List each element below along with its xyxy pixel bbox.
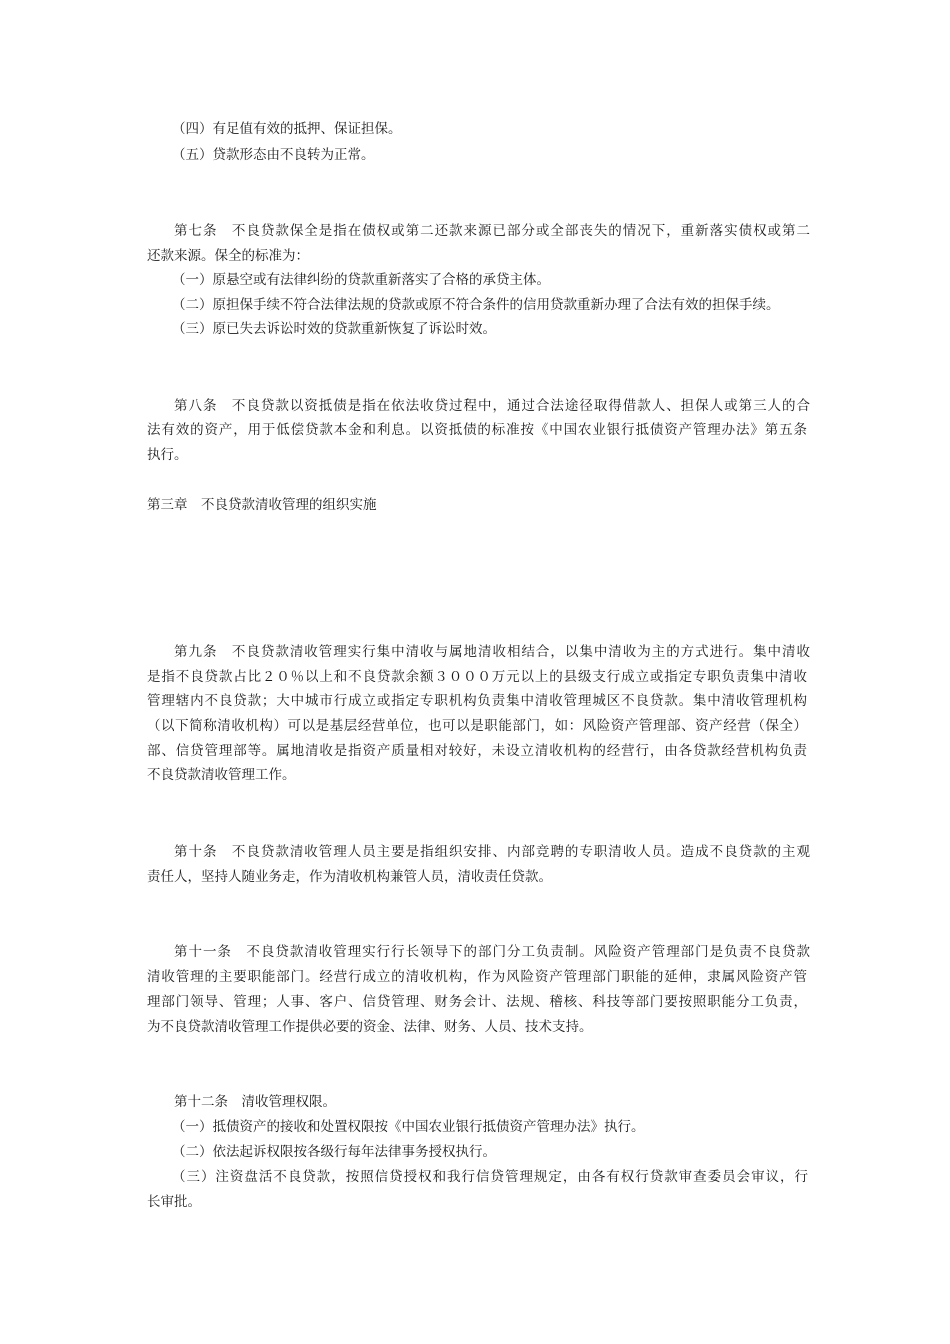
article-11-line: 为不良贷款清收管理工作提供必要的资金、法律、财务、人员、技术支持。 bbox=[147, 1019, 593, 1035]
article-12-line: 第十二条 清收管理权限。 bbox=[174, 1094, 336, 1110]
article-9-line: 第九条 不良贷款清收管理实行集中清收与属地清收相结合，以集中清收为主的方式进行。集中清收 bbox=[174, 644, 810, 660]
list-item: （三）原已失去诉讼时效的贷款重新恢复了诉讼时效。 bbox=[172, 321, 496, 337]
article-9-line: 管理辖内不良贷款；大中城市行成立或指定专职机构负责集中清收管理城区不良贷款。集中清收管理机构 bbox=[147, 693, 807, 709]
list-item: （五）贷款形态由不良转为正常。 bbox=[172, 147, 375, 163]
article-10-line: 责任人，坚持人随业务走，作为清收机构兼管人员，清收责任贷款。 bbox=[147, 869, 552, 885]
article-7-line: 还款来源。保全的标准为： bbox=[147, 248, 309, 264]
article-11-line: 清收管理的主要职能部门。经营行成立的清收机构，作为风险资产管理部门职能的延伸，隶属风险资产管 bbox=[147, 969, 807, 985]
article-9-line: 是指不良贷款占比２０％以上和不良贷款余额３０００万元以上的县级支行成立或指定专职负责集中清收 bbox=[147, 669, 807, 685]
article-9-line: 不良贷款清收管理工作。 bbox=[147, 767, 296, 783]
list-item: （三）注资盘活不良贷款，按照信贷授权和我行信贷管理规定，由各有权行贷款审查委员会审议，行 bbox=[172, 1169, 808, 1185]
list-item: （二）原担保手续不符合法律法规的贷款或原不符合条件的信用贷款重新办理了合法有效的担保手续。 bbox=[172, 297, 780, 313]
article-8-line: 执行。 bbox=[147, 447, 188, 463]
list-item: （四）有足值有效的抵押、保证担保。 bbox=[172, 121, 402, 137]
list-item-continuation: 长审批。 bbox=[147, 1194, 201, 1210]
article-8-line: 第八条 不良贷款以资抵债是指在依法收贷过程中，通过合法途径取得借款人、担保人或第三人的合 bbox=[174, 398, 810, 414]
article-8-line: 法有效的资产，用于低偿贷款本金和利息。以资抵债的标准按《中国农业银行抵债资产管理办法》第五条 bbox=[147, 422, 807, 438]
list-item: （一）抵债资产的接收和处置权限按《中国农业银行抵债资产管理办法》执行。 bbox=[172, 1119, 645, 1135]
chapter-title: 第三章 不良贷款清收管理的组织实施 bbox=[147, 497, 377, 513]
article-11-line: 第十一条 不良贷款清收管理实行行长领导下的部门分工负责制。风险资产管理部门是负责不良贷款 bbox=[174, 944, 810, 960]
article-9-line: 部、信贷管理部等。属地清收是指资产质量相对较好，未设立清收机构的经营行，由各贷款经营机构负责 bbox=[147, 743, 807, 759]
list-item: （二）依法起诉权限按各级行每年法律事务授权执行。 bbox=[172, 1144, 496, 1160]
list-item: （一）原悬空或有法律纠纷的贷款重新落实了合格的承贷主体。 bbox=[172, 272, 550, 288]
article-7-line: 第七条 不良贷款保全是指在债权或第二还款来源已部分或全部丧失的情况下，重新落实债权或第二 bbox=[174, 223, 810, 239]
article-9-line: （以下简称清收机构）可以是基层经营单位，也可以是职能部门，如：风险资产管理部、资产经营（保全） bbox=[147, 718, 807, 734]
article-10-line: 第十条 不良贷款清收管理人员主要是指组织安排、内部竞聘的专职清收人员。造成不良贷款的主观 bbox=[174, 844, 810, 860]
article-11-line: 理部门领导、管理；人事、客户、信贷管理、财务会计、法规、稽核、科技等部门要按照职能分工负责， bbox=[147, 994, 807, 1010]
